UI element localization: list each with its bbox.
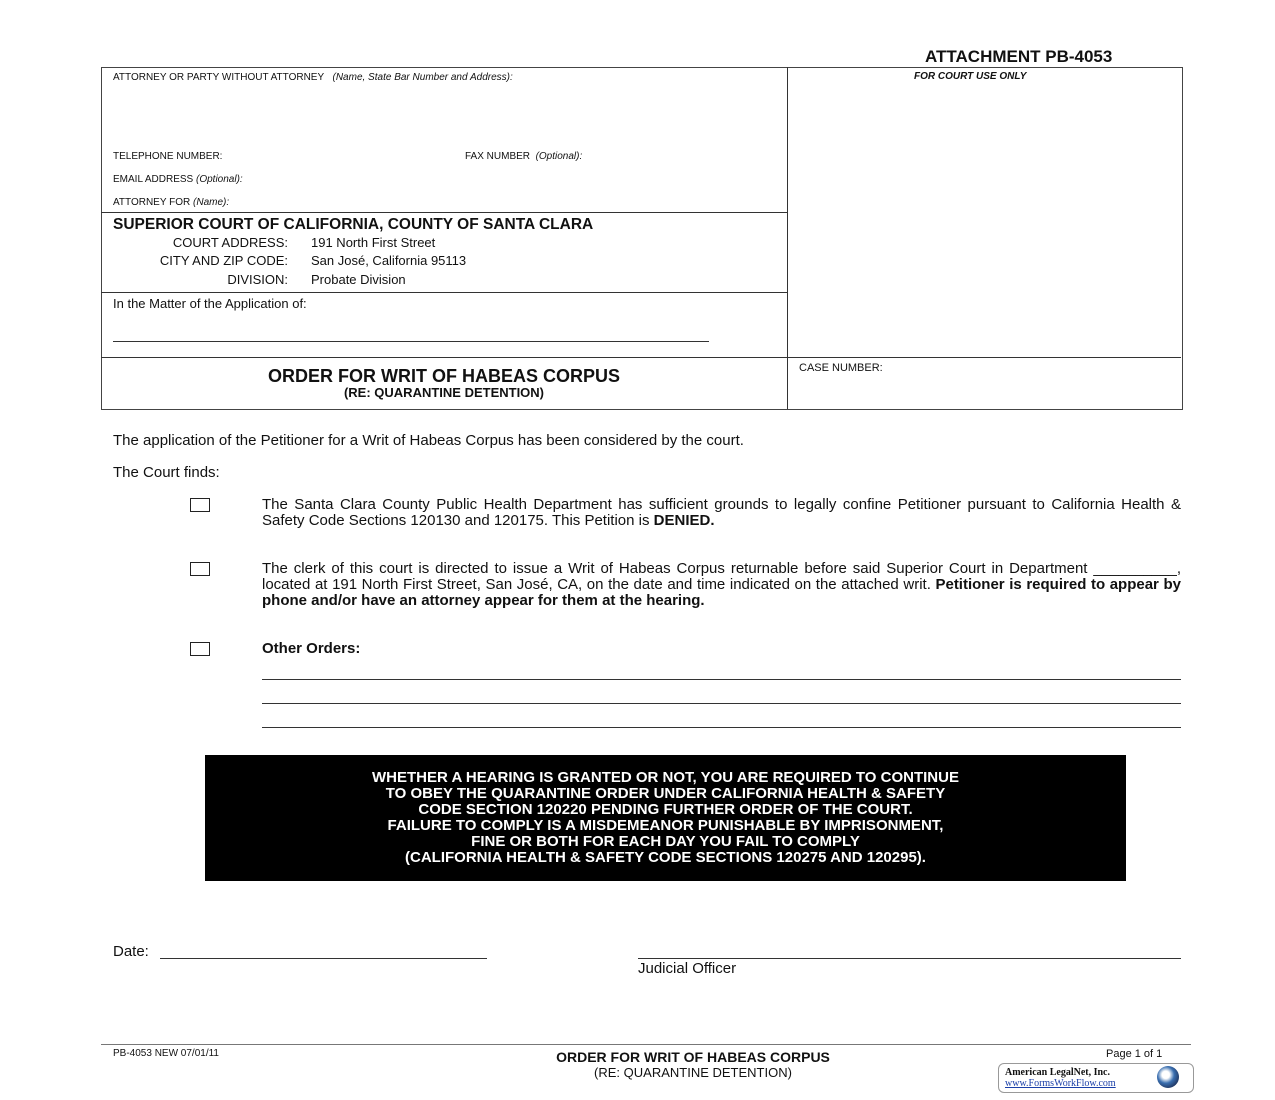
court-name: SUPERIOR COURT OF CALIFORNIA, COUNTY OF SANTA CLARA [113,216,594,233]
intro-text: The application of the Petitioner for a Writ of Habeas Corpus has been considered by the court. [113,432,744,449]
option-text: The clerk of this court is directed to issue a Writ of Habeas Corpus returnable before said Superior Court in Department __________, located at 191 North First Street, San José, CA, on the date and time indicated on the attached writ. [262,560,1181,593]
divider [101,357,1181,358]
form-subtitle: (RE: QUARANTINE DETENTION) [343,385,545,400]
warning-line: TO OBEY THE QUARANTINE ORDER UNDER CALIFORNIA HEALTH & SAFETY [385,785,946,802]
fax-hint: (Optional): [535,151,583,162]
email-hint: (Optional): [196,174,243,185]
other-orders-line[interactable] [262,679,1181,680]
option-writ [262,561,1181,609]
warning-line: FINE OR BOTH FOR EACH DAY YOU FAIL TO COMPLY [471,833,860,850]
date-label: Date: [113,943,149,960]
divider [101,292,787,293]
other-orders-label: Other Orders: [262,640,361,657]
city-label: CITY AND ZIP CODE: [159,253,288,268]
divider [101,212,787,213]
denied-checkbox[interactable] [190,498,210,512]
option-denied [262,497,1181,529]
other-orders-line[interactable] [262,727,1181,728]
footer-title: ORDER FOR WRIT OF HABEAS CORPUS [556,1049,830,1065]
city: San José, California 95113 [311,253,467,268]
attorney-for-label: ATTORNEY FOR [113,197,191,208]
option-bold: DENIED. [653,512,715,529]
form-id: PB-4053 NEW 07/01/11 [113,1048,219,1059]
matter-label: In the Matter of the Application of: [113,296,307,311]
other-orders-line[interactable] [262,703,1181,704]
division-label: DIVISION: [227,272,288,287]
attorney-field[interactable] [113,72,513,83]
email-label: EMAIL ADDRESS [113,174,194,185]
attorney-label: ATTORNEY OR PARTY WITHOUT ATTORNEY [113,72,325,83]
telephone-field[interactable]: TELEPHONE NUMBER: [113,151,223,162]
option-bold: Petitioner is required to appear by phone and/or have an attorney appear for them at the hearing. [262,576,1181,609]
case-number-field[interactable]: CASE NUMBER: [799,362,883,374]
page-number: Page 1 of 1 [1106,1048,1163,1060]
warning-line: (CALIFORNIA HEALTH & SAFETY CODE SECTIONS 120275 AND 120295). [405,849,926,866]
form-title: ORDER FOR WRIT OF HABEAS CORPUS [267,366,620,386]
logo-url: www.FormsWorkFlow.com [1005,1078,1116,1089]
matter-name-line[interactable] [113,341,709,342]
judicial-officer-label: Judicial Officer [638,960,737,977]
attorney-for-field[interactable] [113,197,229,208]
warning-line: FAILURE TO COMPLY IS A MISDEMEANOR PUNISHABLE BY IMPRISONMENT, [387,817,944,834]
footer-subtitle: (RE: QUARANTINE DETENTION) [594,1065,792,1080]
logo[interactable] [998,1063,1194,1093]
date-line[interactable] [160,958,487,959]
other-orders-checkbox[interactable] [190,642,210,656]
email-field[interactable] [113,174,243,185]
division: Probate Division [311,272,406,287]
warning-line: CODE SECTION 120220 PENDING FURTHER ORDER OF THE COURT. [418,801,913,818]
fax-field[interactable] [465,151,582,162]
attorney-hint: (Name, State Bar Number and Address): [332,72,513,83]
attachment-label: ATTACHMENT PB-4053 [925,47,1113,66]
footer-divider [101,1044,1191,1045]
option-text: The Santa Clara County Public Health Department has sufficient grounds to legally confine Petitioner pursuant to California Health & Safety Code Sections 120130 and 120175. This Petition is [262,496,1181,529]
logo-name: American LegalNet, Inc. [1005,1067,1110,1078]
court-address: 191 North First Street [311,235,436,250]
court-finds: The Court finds: [113,464,220,481]
signature-line[interactable] [638,958,1181,959]
fax-label: FAX NUMBER [465,151,531,162]
globe-icon [1157,1066,1179,1088]
court-use-label: FOR COURT USE ONLY [914,71,1027,82]
warning-line: WHETHER A HEARING IS GRANTED OR NOT, YOU ARE REQUIRED TO CONTINUE [372,769,959,786]
writ-checkbox[interactable] [190,562,210,576]
warning-box [205,755,1126,881]
attorney-for-hint: (Name): [193,197,230,208]
court-address-label: COURT ADDRESS: [172,235,288,250]
